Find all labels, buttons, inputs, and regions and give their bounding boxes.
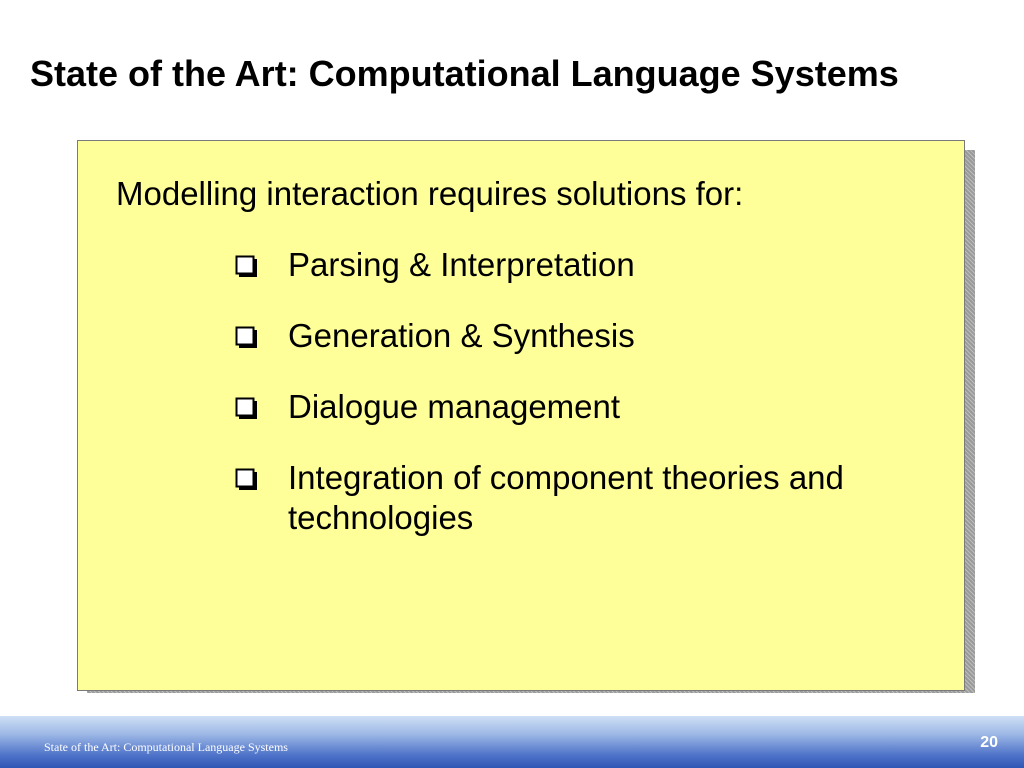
bullet-item	[233, 245, 893, 285]
content-box	[77, 140, 965, 691]
bullet-item	[233, 316, 893, 356]
intro-text: Modelling interaction requires solutions for:	[116, 175, 744, 212]
bullet-label: Generation & Synthesis	[288, 317, 635, 354]
checkbox-icon	[235, 326, 259, 350]
bullet-label: Integration of component theories and technologies	[288, 459, 844, 536]
page-number: 20	[980, 734, 998, 751]
checkbox-icon	[235, 397, 259, 421]
bullet-item	[233, 387, 893, 427]
slide-title: State of the Art: Computational Language Systems	[30, 53, 899, 94]
bullet-label: Parsing & Interpretation	[288, 246, 635, 283]
checkbox-icon	[235, 468, 259, 492]
footer-bar	[0, 716, 1024, 768]
bullet-label: Dialogue management	[288, 388, 621, 425]
checkbox-icon	[235, 255, 259, 279]
bullet-item	[233, 458, 893, 538]
bullet-list	[233, 245, 893, 569]
footer-text: State of the Art: Computational Language Systems	[44, 740, 288, 754]
